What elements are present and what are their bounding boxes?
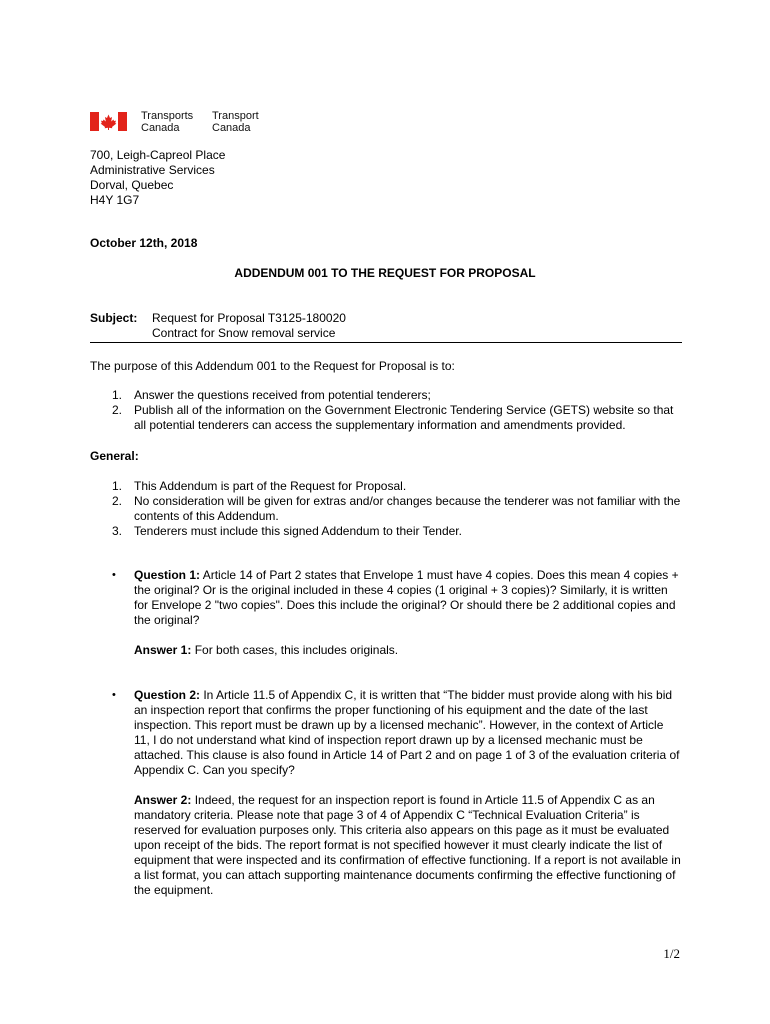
question-text <box>134 688 682 778</box>
sender-address <box>90 148 225 208</box>
bullet-icon: • <box>112 689 116 701</box>
subject-line: Request for Proposal T3125-180020 <box>152 311 346 325</box>
question-body: In Article 11.5 of Appendix C, it is written that “The bidder must provide along with his bid an inspection report that confirms the proper functioning of his equipment and the date of the last inspection. This report must be drawn up by a licensed mechanic”. However, in the context of Article 11, I do not understand what kind of inspection report drawn up by a licensed mechanic must be attached. This clause is also found in Article 14 of Part 2 and on page 1 of 3 of the evaluation criteria of Appendix C. Can you specify? <box>134 688 680 777</box>
brand-french <box>212 110 259 134</box>
list-item <box>90 524 682 539</box>
question-text <box>134 568 682 628</box>
answer-1 <box>90 643 682 658</box>
address-line: Dorval, Quebec <box>90 178 174 192</box>
list-number: 1. <box>112 479 123 493</box>
answer-body: For both cases, this includes originals. <box>191 643 399 657</box>
subject-line: Contract for Snow removal service <box>152 326 336 340</box>
question-label: Question 2: <box>134 688 201 702</box>
list-item-text: Tenderers must include this signed Addendum to their Tender. <box>134 524 462 538</box>
answer-2 <box>90 793 682 898</box>
brand-en-line1: Transports <box>141 110 194 122</box>
address-line: Administrative Services <box>90 163 215 177</box>
answer-body: Indeed, the request for an inspection report is found in Article 11.5 of Appendix C as an mandatory criteria. Please note that page 3 of 4 of Appendix C “Technical Evaluation Criteria” is reserved for evaluation purposes only. This criteria also appears on this page as it must be evaluated upon receipt of the bids. The report format is not specified however it must clearly indicate the list of equipment that were inspected and its confirmation of effective functioning. If a report is not available in a list format, you can attach supporting maintenance documents confirming the effective functioning of the equipment. <box>134 793 681 897</box>
document-title: ADDENDUM 001 TO THE REQUEST FOR PROPOSAL <box>234 266 536 280</box>
question-body: Article 14 of Part 2 states that Envelope 1 must have 4 copies. Does this mean 4 copies + the original? Or is the original included in these 4 copies (1 original + 3 copies)? Similarly, it is written for Envelope 2 "two copies". Does this include the original? Or should there be 2 additional copies and the original? <box>134 568 679 627</box>
canada-flag-icon <box>90 112 127 131</box>
list-item <box>90 388 682 403</box>
general-heading: General: <box>90 449 139 463</box>
list-item <box>90 494 682 524</box>
purpose-list <box>90 388 682 433</box>
letter-date: October 12th, 2018 <box>90 236 198 250</box>
answer-text <box>134 793 682 898</box>
question-label: Question 1: <box>134 568 201 582</box>
list-number: 1. <box>112 388 123 402</box>
list-item-text: Publish all of the information on the Government Electronic Tendering Service (GETS) website so that all potential tenderers can access the supplementary information and amendments provided. <box>134 403 674 432</box>
subject-label: Subject: <box>90 311 138 325</box>
page-number: 1/2 <box>663 946 680 961</box>
address-line: 700, Leigh-Capreol Place <box>90 148 226 162</box>
brand-en-line2: Canada <box>141 122 180 134</box>
list-number: 2. <box>112 403 123 417</box>
general-list <box>90 479 682 539</box>
question-1 <box>90 568 682 628</box>
answer-label: Answer 2: <box>134 793 192 807</box>
brand-fr-line2: Canada <box>212 122 251 134</box>
subject-lines <box>152 311 346 341</box>
list-item <box>90 479 682 494</box>
intro-text: The purpose of this Addendum 001 to the Request for Proposal is to: <box>90 359 455 373</box>
list-item-text: No consideration will be given for extras and/or changes because the tenderer was not familiar with the contents of this Addendum. <box>134 494 681 523</box>
question-2 <box>90 688 682 778</box>
divider <box>90 342 682 343</box>
list-item <box>90 403 682 433</box>
brand-english <box>141 110 193 134</box>
brand-fr-line1: Transport <box>212 110 259 122</box>
list-item-text: Answer the questions received from potential tenderers; <box>134 388 431 402</box>
answer-label: Answer 1: <box>134 643 192 657</box>
address-line: H4Y 1G7 <box>90 193 140 207</box>
list-number: 3. <box>112 524 123 538</box>
bullet-icon: • <box>112 569 116 581</box>
answer-text <box>134 643 682 658</box>
list-number: 2. <box>112 494 123 508</box>
list-item-text: This Addendum is part of the Request for Proposal. <box>134 479 407 493</box>
letterhead <box>90 110 490 136</box>
